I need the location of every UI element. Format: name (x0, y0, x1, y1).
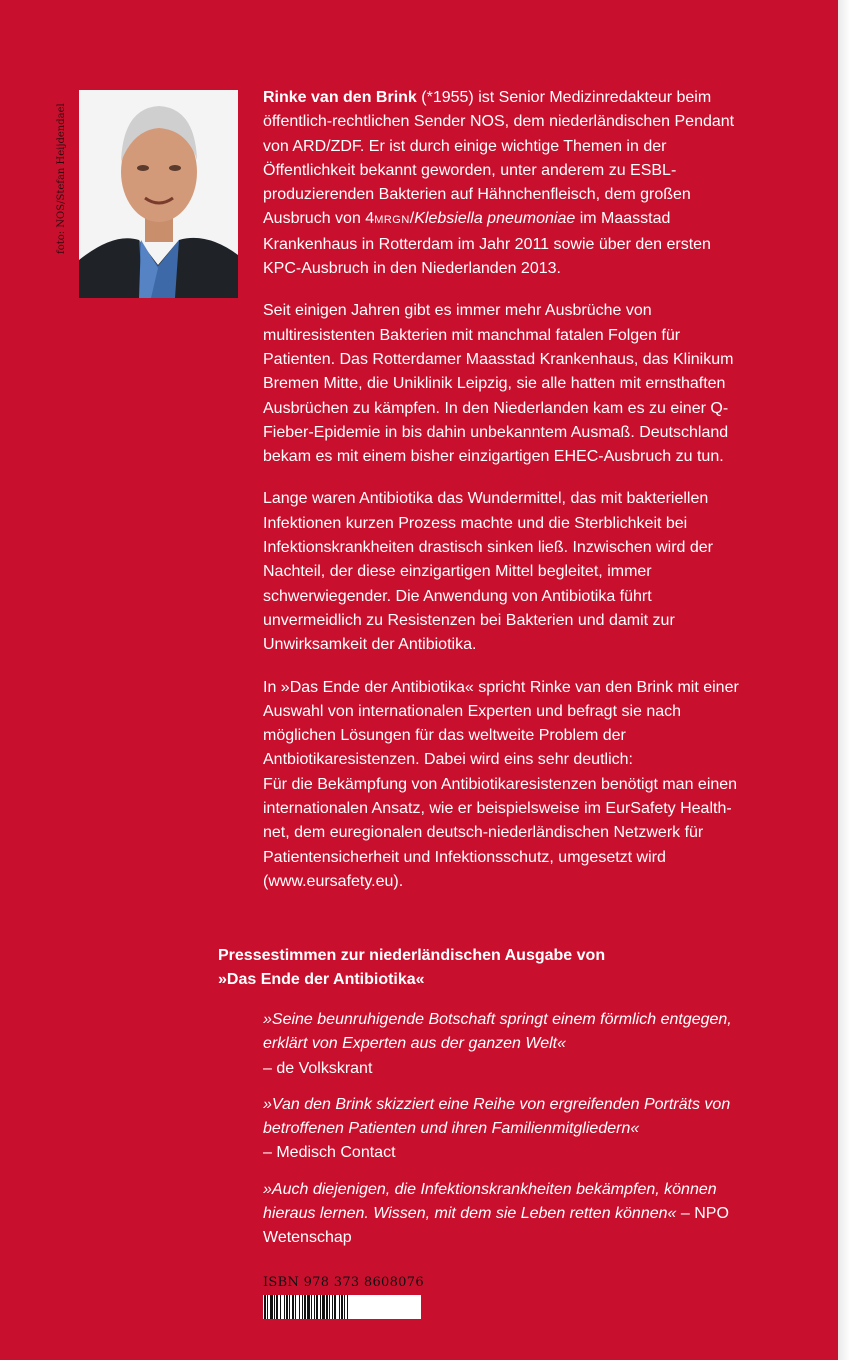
quote-source: – de Volkskrant (263, 1059, 373, 1077)
barcode-bar (274, 1295, 275, 1319)
bio-paragraph-3: Lange waren Antibiotika das Wundermittel, das mit bakteriellen Infektionen kurzen Prozess machte und die Sterblichkeit bei Infektionskrankheiten drastisch sinken ließ. Inzwischen wird der Nachteil, der diese einzigartigen Mittel begleitet, immer schwerwiegender. Die Anwendung von Antibiotika führt unvermeidlich zu Resistenzen bei Bakterien und damit zur Unwirksamkeit der Antibiotika. (263, 490, 713, 654)
barcode-bar (284, 1295, 285, 1319)
author-portrait (79, 90, 238, 298)
press-heading-line: Pressestimmen zur niederländischen Ausgabe von (218, 947, 606, 964)
barcode-bar (280, 1295, 281, 1319)
barcode-bar (276, 1295, 278, 1319)
barcode-bar (304, 1295, 306, 1319)
press-heading-line: »Das Ende der Antibiotika« (218, 971, 425, 988)
barcode-bar (329, 1295, 330, 1319)
barcode-bar (295, 1295, 296, 1319)
quote-text: »Seine beunruhigende Botschaft springt einem förmlich entgegen, erklärt von Experten aus der ganzen Welt« (263, 1011, 732, 1053)
press-quotes (263, 1008, 743, 1263)
bio-text: In »Das Ende der Antibiotika« spricht Rinke van den Brink mit einer Auswahl von internationalen Experten und befragt sie nach möglichen Lösungen für das weltweite Problem der Antbiotikaresistenzen. Dabei wird eins sehr deutlich: (263, 678, 739, 769)
barcode-bar (320, 1295, 321, 1319)
barcode-bar (286, 1295, 288, 1319)
barcode-bar (289, 1295, 290, 1319)
barcode-bar (316, 1295, 318, 1319)
barcode-bar (311, 1295, 312, 1319)
press-quote (263, 1008, 743, 1081)
barcode-bar (264, 1295, 266, 1319)
barcode-bar (332, 1295, 333, 1319)
bio-text: Für die Bekämpfung von Antibiotikaresistenzen benötigt man einen internationalen Ansatz, wie er beispielsweise im EurSafety Health-net, dem euregionalen deutsch-niederländischen Netzwerk für Patientensicherheit und Infektionsschutz, umgesetzt wird (www.eursafety.eu). (263, 775, 738, 890)
isbn-label: ISBN 978 373 8608076 (263, 1275, 424, 1290)
press-heading (218, 944, 738, 992)
bio-text: / (409, 210, 415, 228)
author-name: Rinke van den Brink (263, 89, 417, 106)
barcode-bar (334, 1295, 336, 1319)
barcode-bar (326, 1295, 328, 1319)
barcode-bar (322, 1295, 325, 1319)
barcode-bar (347, 1295, 348, 1319)
bio-paragraph-2: Seit einigen Jahren gibt es immer mehr Ausbrüche von multiresistenten Bakterien mit manchmal fatalen Folgen für Patienten. Das Rotterdamer Maasstad Krankenhaus, das Klinikum Bremen Mitte, die Uniklinik Leipzig, sie alle hatten mit ernsthaften Ausbrüchen zu kämpfen. In den Niederlanden kam es zu einer Q-Fieber-Epidemie in bis dahin unbekanntem Ausmaß. Deutschland bekam es mit einem bisher einzigartigen EHEC-Ausbruch zu tun. (263, 302, 734, 466)
press-quote (263, 1093, 743, 1166)
page-edge (838, 0, 850, 1360)
barcode-bar (339, 1295, 340, 1319)
author-bio (263, 86, 743, 912)
barcode-bar (267, 1295, 268, 1319)
photo-credit: foto: NOS/Stefan Heijdendael (56, 103, 67, 254)
quote-text: »Van den Brink skizziert eine Reihe von ergreifenden Porträts von betroffenen Patienten und ihren Familienmitgliedern« (263, 1095, 731, 1138)
barcode-bar (314, 1295, 315, 1319)
bio-smallcaps: MRGN (374, 214, 410, 227)
barcode-bar (344, 1295, 345, 1319)
quote-text: »Auch diejenigen, die Infektionskrankheiten bekämpfen, können hieraus lernen. Wissen, mit dem sie Leben retten können« (263, 1180, 717, 1223)
barcode-bar (292, 1295, 294, 1319)
bio-paragraph-1 (263, 86, 743, 281)
quote-source: – Medisch Contact (263, 1144, 396, 1162)
bio-text: im Maasstad Krankenhaus in Rotterdam im Jahr 2011 sowie über den ersten KPC-Ausbruch in den Niederlanden 2013. (263, 210, 711, 278)
quote-source: – NPO Wetenschap (263, 1205, 729, 1247)
barcode (263, 1295, 421, 1319)
barcode-bar (270, 1295, 273, 1319)
barcode-bar (299, 1295, 300, 1319)
press-quote (263, 1178, 743, 1251)
barcode-bar (341, 1295, 343, 1319)
bio-italic: Klebsiella pneumoniae (414, 210, 576, 228)
bio-paragraph-4 (263, 676, 743, 895)
barcode-bar (307, 1295, 310, 1319)
bio-text: (*1955) ist Senior Medizinredakteur beim öffentlich-rechtlichen Sender NOS, dem niederländischen Pendant von ARD/ZDF. Er ist durch einige wichtige Themen in der Öffentlichkeit bekannt geworden, unter anderem zu ESBL-produzierenden Bakterien auf Hähnchenfleisch, dem großen Ausbruch von 4 (263, 89, 735, 228)
barcode-bar (302, 1295, 303, 1319)
